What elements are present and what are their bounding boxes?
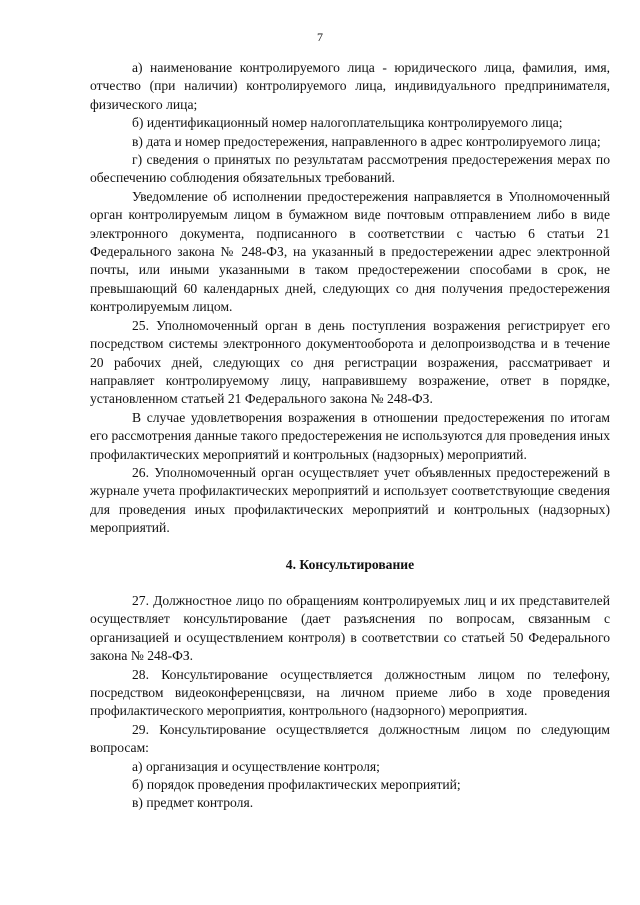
list-item-b: б) порядок проведения профилактических мероприятий; bbox=[132, 777, 461, 793]
paragraph-item-a: а) наименование контролируемого лица - юридического лица, фамилия, имя, отчество (при наличии) контролируемого лица, индивидуального предпринимателя, физического лица; bbox=[90, 60, 610, 112]
paragraph-item-g: г) сведения о принятых по результатам рассмотрения предостережения мерах по обеспечению соблюдения обязательных требований. bbox=[90, 152, 610, 186]
section-heading: 4. Консультирование bbox=[285, 556, 415, 572]
list-item-a: а) организация и осуществление контроля; bbox=[132, 758, 380, 774]
paragraph-item-v: в) дата и номер предостережения, направленного в адрес контролируемого лица; bbox=[132, 133, 601, 149]
page-number: 7 bbox=[317, 30, 323, 44]
paragraph-28: 28. Консультирование осуществляется должностным лицом по телефону, посредством видеоконференцсвязи, на личном приеме либо в ходе проведения профилактического мероприятия, контрольного (надзорного) мероприятия. bbox=[90, 666, 610, 719]
paragraph-25: 25. Уполномоченный орган в день поступления возражения регистрирует его посредством системы электронного документооборота и делопроизводства и в течение 20 рабочих дней, следующих со дня регистрации возражения, рассматривает и направляет контролируемому лицу, направившему возражение, ответ в порядке, установленном статьей 21 Федерального закона № 248-ФЗ. bbox=[90, 317, 610, 407]
list-item-v: в) предмет контроля. bbox=[132, 795, 254, 811]
paragraph-26: 26. Уполномоченный орган осуществляет учет объявленных предостережений в журнале учета профилактических мероприятий и использует соответствующие сведения для проведения иных профилактических мероприятий и контрольных (надзорных) мероприятий. bbox=[90, 464, 610, 536]
paragraph-27: 27. Должностное лицо по обращениям контролируемых лиц и их представителей осуществляет консультирование (дает разъяснения по вопросам, связанным с организацией и осуществлением контроля) в соответствии со статьей 50 Федерального закона № 248-ФЗ. bbox=[90, 592, 610, 664]
paragraph-item-b: б) идентификационный номер налогоплательщика контролируемого лица; bbox=[132, 115, 563, 131]
paragraph-29: 29. Консультирование осуществляется должностным лицом по следующим вопросам: bbox=[90, 721, 610, 756]
paragraph-objection-satisfied: В случае удовлетворения возражения в отношении предостережения по итогам его рассмотрения данные такого предостережения не используются для проведения иных профилактических мероприятий и контрольных (надзорных) мероприятий. bbox=[90, 409, 610, 462]
paragraph-notification: Уведомление об исполнении предостережения направляется в Уполномоченный орган контролируемым лицом в бумажном виде почтовым отправлением либо в виде электронного документа, подписанного в соответствии с частью 6 статьи 21 Федерального закона № 248-ФЗ, на указанный в предостережении адрес электронной почты, или иными указанными в таком предостережении способами в срок, не превышающий 60 календарных дней, следующих со дня получения предостережения контролируемым лицом. bbox=[90, 188, 610, 315]
document-body bbox=[90, 59, 610, 813]
